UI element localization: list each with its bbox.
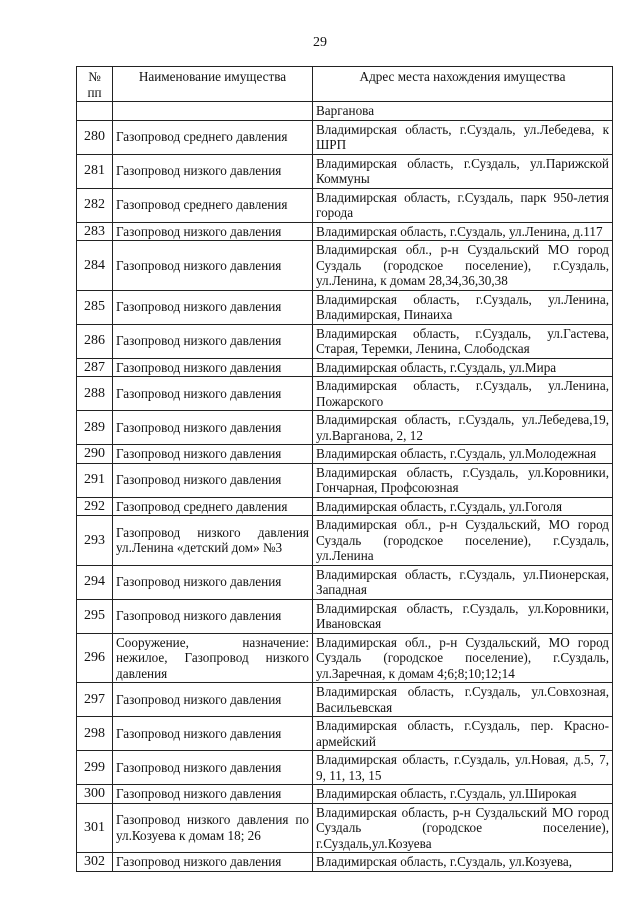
table-row — [77, 411, 613, 445]
property-name: Газопровод низкого давления — [113, 463, 313, 497]
property-name: Газопровод низкого давления по ул.Козуева к домам 18; 26 — [113, 803, 313, 853]
property-name: Газопровод низкого давления — [113, 565, 313, 599]
table-row — [77, 154, 613, 188]
row-number: 288 — [77, 377, 113, 411]
table-row — [77, 599, 613, 633]
row-number: 280 — [77, 120, 113, 154]
row-number: 283 — [77, 222, 113, 241]
header-name: Наименование имущества — [113, 67, 313, 102]
property-name: Газопровод низкого давления — [113, 358, 313, 377]
property-name: Газопровод среднего давления — [113, 120, 313, 154]
row-number: 285 — [77, 290, 113, 324]
row-number: 289 — [77, 411, 113, 445]
property-address: Владимирская область, г.Суздаль, парк 950-летия города — [313, 188, 613, 222]
table-row — [77, 853, 613, 872]
table-row — [77, 565, 613, 599]
table-row — [77, 803, 613, 853]
table-row — [77, 463, 613, 497]
property-address: Владимирская область, г.Суздаль, ул.Парижской Коммуны — [313, 154, 613, 188]
property-name: Газопровод среднего давления — [113, 188, 313, 222]
property-address: Владимирская область, г.Суздаль, ул.Гоголя — [313, 497, 613, 516]
row-number: 297 — [77, 683, 113, 717]
row-number: 292 — [77, 497, 113, 516]
row-number: 298 — [77, 717, 113, 751]
property-name: Газопровод низкого давления — [113, 377, 313, 411]
row-number: 302 — [77, 853, 113, 872]
property-address: Владимирская обл., р-н Суздальский, МО город Суздаль (городское поселение), г.Суздаль, ул.Ленина — [313, 516, 613, 566]
row-number: 294 — [77, 565, 113, 599]
property-address: Владимирская область, г.Суздаль, ул.Лебедева, к ШРП — [313, 120, 613, 154]
row-number: 281 — [77, 154, 113, 188]
header-num: № пп — [77, 67, 113, 102]
row-number: 293 — [77, 516, 113, 566]
property-name: Газопровод низкого давления — [113, 445, 313, 464]
property-name: Газопровод низкого давления — [113, 324, 313, 358]
table-row — [77, 290, 613, 324]
table-row — [77, 497, 613, 516]
property-name: Газопровод низкого давления — [113, 599, 313, 633]
table-row — [77, 751, 613, 785]
continuation-address: Варганова — [313, 102, 613, 121]
property-address: Владимирская область, г.Суздаль, ул.Ленина, д.117 — [313, 222, 613, 241]
property-address: Владимирская область, г.Суздаль, ул.Коровники, Гончарная, Профсоюзная — [313, 463, 613, 497]
row-number: 299 — [77, 751, 113, 785]
table-row — [77, 188, 613, 222]
property-address: Владимирская обл., р-н Суздальский МО город Суздаль (городское поселение), г.Суздаль, ул.Ленина, к домам 28,34,36,30,38 — [313, 241, 613, 291]
property-address: Владимирская область, г.Суздаль, ул.Новая, д.5, 7, 9, 11, 13, 15 — [313, 751, 613, 785]
row-number: 290 — [77, 445, 113, 464]
table-row — [77, 683, 613, 717]
table-row — [77, 633, 613, 683]
property-address: Владимирская область, г.Суздаль, ул.Ленина, Владимирская, Пинаиха — [313, 290, 613, 324]
table-row — [77, 241, 613, 291]
property-name: Газопровод низкого давления — [113, 717, 313, 751]
row-number: 300 — [77, 785, 113, 804]
table-row — [77, 377, 613, 411]
property-address: Владимирская область, г.Суздаль, ул.Мира — [313, 358, 613, 377]
row-number: 301 — [77, 803, 113, 853]
row-number: 282 — [77, 188, 113, 222]
table-row — [77, 222, 613, 241]
property-name: Газопровод низкого давления — [113, 290, 313, 324]
table-row — [77, 717, 613, 751]
row-number: 286 — [77, 324, 113, 358]
table-row — [77, 516, 613, 566]
property-address: Владимирская область, г.Суздаль, ул.Совхозная, Васильевская — [313, 683, 613, 717]
property-address: Владимирская область, г.Суздаль, ул.Лебедева,19, ул.Варганова, 2, 12 — [313, 411, 613, 445]
property-name: Газопровод низкого давления — [113, 751, 313, 785]
property-address: Владимирская область, р-н Суздальский МО город Суздаль (городское поселение), г.Суздаль,ул.Козуева — [313, 803, 613, 853]
property-address: Владимирская область, г.Суздаль, пер. Красно-армейский — [313, 717, 613, 751]
property-name: Газопровод низкого давления — [113, 785, 313, 804]
property-address: Владимирская область, г.Суздаль, ул.Ленина, Пожарского — [313, 377, 613, 411]
property-table — [76, 66, 613, 872]
continuation-row — [77, 102, 613, 121]
table-row — [77, 445, 613, 464]
property-name: Газопровод среднего давления — [113, 497, 313, 516]
row-number: 291 — [77, 463, 113, 497]
property-address: Владимирская область, г.Суздаль, ул.Козуева, — [313, 853, 613, 872]
property-address: Владимирская область, г.Суздаль, ул.Коровники, Ивановская — [313, 599, 613, 633]
table-row — [77, 324, 613, 358]
property-address: Владимирская обл., р-н Суздальский, МО город Суздаль (городское поселение), г.Суздаль, ул.Заречная, к домам 4;6;8;10;12;14 — [313, 633, 613, 683]
continuation-name — [113, 102, 313, 121]
page-number: 29 — [313, 35, 327, 50]
table-header-row — [77, 67, 613, 102]
property-name: Газопровод низкого давления — [113, 241, 313, 291]
property-name: Газопровод низкого давления — [113, 411, 313, 445]
continuation-num — [77, 102, 113, 121]
table-row — [77, 358, 613, 377]
property-address: Владимирская область, г.Суздаль, ул.Молодежная — [313, 445, 613, 464]
table-row — [77, 120, 613, 154]
row-number: 295 — [77, 599, 113, 633]
property-name: Газопровод низкого давления — [113, 853, 313, 872]
table-row — [77, 785, 613, 804]
row-number: 284 — [77, 241, 113, 291]
header-address: Адрес места нахождения имущества — [313, 67, 613, 102]
property-name: Сооружение, назначение: нежилое, Газопровод низкого давления — [113, 633, 313, 683]
property-address: Владимирская область, г.Суздаль, ул.Гастева, Старая, Теремки, Ленина, Слободская — [313, 324, 613, 358]
row-number: 287 — [77, 358, 113, 377]
row-number: 296 — [77, 633, 113, 683]
property-name: Газопровод низкого давления ул.Ленина «детский дом» №3 — [113, 516, 313, 566]
property-address: Владимирская область, г.Суздаль, ул.Широкая — [313, 785, 613, 804]
property-name: Газопровод низкого давления — [113, 154, 313, 188]
property-name: Газопровод низкого давления — [113, 222, 313, 241]
property-address: Владимирская область, г.Суздаль, ул.Пионерская, Западная — [313, 565, 613, 599]
property-name: Газопровод низкого давления — [113, 683, 313, 717]
